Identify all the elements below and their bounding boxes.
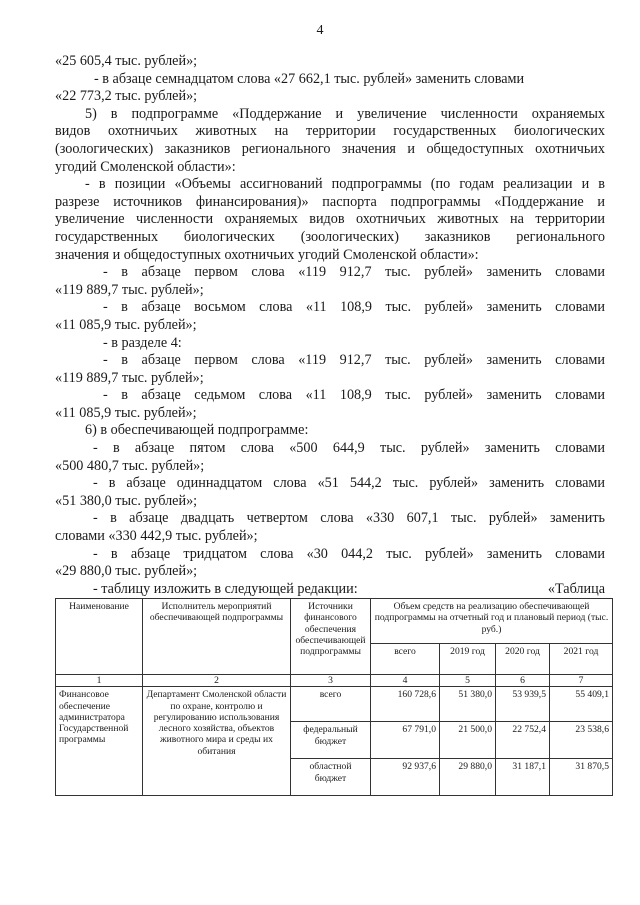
text-line: «51 380,0 тыс. рублей»;: [55, 492, 198, 509]
value-2021: 55 409,1: [550, 687, 613, 722]
page-number: 4: [316, 23, 324, 38]
header-volume: Объем средств на реализацию обеспечивающей подпрограммы на отчетный год и плановый период (тыс. руб.): [371, 599, 613, 644]
column-index: 5: [440, 675, 496, 687]
header-executor: Исполнитель мероприятий обеспечивающей подпрограммы: [143, 599, 291, 675]
text-line: «25 605,4 тыс. рублей»;: [55, 53, 198, 69]
text-line: - в позиции «Объемы ассигнований подпрограммы (по годам реализации и в: [85, 176, 605, 193]
header-2019: 2019 год: [440, 644, 496, 675]
header-name: Наименование: [56, 599, 143, 675]
column-index: 3: [291, 675, 371, 687]
text-line: - в абзаце первом слова «119 912,7 тыс. рублей» заменить словами: [103, 352, 605, 369]
text-line: - в абзаце пятом слова «500 644,9 тыс. рублей» заменить словами: [93, 440, 605, 457]
value-total: 92 937,6: [371, 759, 440, 796]
row-executor: Департамент Смоленской области по охране, контролю и регулированию использования лесного хозяйства, объектов животного мира и среды их обитания: [143, 687, 291, 796]
text-line: - в абзаце двадцать четвертом слова «330 607,1 тыс. рублей» заменить: [93, 510, 605, 527]
header-2021: 2021 год: [550, 644, 613, 675]
value-2020: 31 187,1: [496, 759, 550, 796]
text-line: - в абзаце восьмом слова «11 108,9 тыс. рублей» заменить словами: [103, 299, 605, 316]
header-source: Источники финансового обеспечения обеспечивающей подпрограммы: [291, 599, 371, 675]
row-source: всего: [291, 687, 371, 722]
text-line: увеличение численности охраняемых видов охотничьих животных на территории: [55, 211, 605, 228]
column-index: 2: [143, 675, 291, 687]
value-2019: 21 500,0: [440, 722, 496, 759]
financing-table: [55, 598, 613, 796]
table-header-row: [56, 599, 613, 644]
row-source: областной бюджет: [291, 759, 371, 796]
text-line: - в абзаце семнадцатом слова «27 662,1 тыс. рублей» заменить словами: [94, 70, 525, 87]
text-line: «500 480,7 тыс. рублей»;: [55, 457, 205, 474]
value-2019: 51 380,0: [440, 687, 496, 722]
text-line: словами «330 442,9 тыс. рублей»;: [55, 528, 258, 545]
document-body: [55, 53, 605, 598]
text-line: значения и общедоступных охотничьих угодий Смоленской области»:: [55, 246, 479, 263]
header-2020: 2020 год: [496, 644, 550, 675]
column-index-row: [56, 675, 613, 687]
column-index: 4: [371, 675, 440, 687]
text-line: государственных биологических (зоологических) заказников регионального: [55, 228, 605, 245]
text-line: разрезе источников финансирования)» паспорта подпрограммы «Поддержание и: [55, 193, 605, 210]
column-index: 6: [496, 675, 550, 687]
text-line: «22 773,2 тыс. рублей»;: [55, 88, 198, 105]
row-name: Финансовое обеспечение администратора Государственной программы: [56, 687, 143, 796]
text-line: видов охотничьих животных на территории государственных биологических: [55, 123, 605, 140]
text-line: 5) в подпрограмме «Поддержание и увеличение численности охраняемых: [85, 105, 605, 122]
text-line: «11 085,9 тыс. рублей»;: [55, 404, 197, 421]
value-2021: 31 870,5: [550, 759, 613, 796]
value-2020: 53 939,5: [496, 687, 550, 722]
value-2021: 23 538,6: [550, 722, 613, 759]
text-line: - в разделе 4:: [103, 334, 182, 351]
column-index: 7: [550, 675, 613, 687]
text-line: «29 880,0 тыс. рублей»;: [55, 563, 198, 580]
text-line: «119 889,7 тыс. рублей»;: [55, 369, 204, 386]
text-line: 6) в обеспечивающей подпрограмме:: [85, 422, 309, 439]
value-2020: 22 752,4: [496, 722, 550, 759]
text-line: «11 085,9 тыс. рублей»;: [55, 316, 197, 333]
header-total: всего: [371, 644, 440, 675]
value-2019: 29 880,0: [440, 759, 496, 796]
row-source: федеральный бюджет: [291, 722, 371, 759]
text-line: - в абзаце первом слова «119 912,7 тыс. рублей» заменить словами: [103, 264, 605, 281]
value-total: 67 791,0: [371, 722, 440, 759]
column-index: 1: [56, 675, 143, 687]
table-caption: «Таблица: [547, 581, 605, 597]
text-line: - в абзаце одиннадцатом слова «51 544,2 тыс. рублей» заменить словами: [93, 475, 605, 492]
text-line: - в абзаце седьмом слова «11 108,9 тыс. рублей» заменить словами: [103, 387, 605, 404]
text-line: - таблицу изложить в следующей редакции:: [93, 580, 358, 597]
text-line: угодий Смоленской области»:: [55, 158, 236, 175]
value-total: 160 728,6: [371, 687, 440, 722]
text-line: «119 889,7 тыс. рублей»;: [55, 281, 204, 298]
text-line: (зоологических) заказников регионального значения и общедоступных охотничьих: [55, 140, 605, 157]
text-line: - в абзаце тридцатом слова «30 044,2 тыс. рублей» заменить словами: [93, 545, 605, 562]
table-row: [56, 687, 613, 722]
